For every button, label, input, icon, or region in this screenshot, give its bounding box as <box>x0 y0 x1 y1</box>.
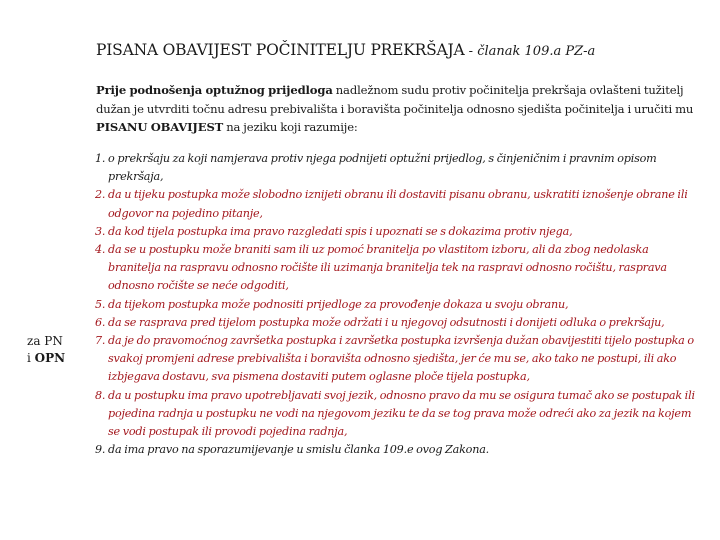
list-item-text: da u postupku ima pravo upotrebljavati svoj jezik, odnosno pravo da mu se osigura tumač ako se postupak ili pojedina radnja u postupku ne vodi na njegovom jeziku te da se tog prava može odreći ako za jezik na kojem se vodi postupak ili provodi pojedina radnja, <box>108 388 695 439</box>
side-note-line2 <box>27 350 87 367</box>
list-item-text: o prekršaju za koji namjerava protiv njega podnijeti optužni prijedlog, s činjeničnim i pravnim opisom prekršaja, <box>108 152 657 184</box>
intro-paragraph <box>96 81 708 137</box>
list-item-text: da se u postupku može braniti sam ili uz pomoć branitelja po vlastitom izboru, ali da zbog nedolaska branitelja na raspravu odnosno ročište ili uzimanja branitelja tek na raspravi odnosno ročištu, rasprava odnosno ročište se neće odgoditi, <box>108 243 667 293</box>
list-item-number: 9. <box>95 443 106 457</box>
list-item-text: da se rasprava pred tijelom postupka može održati i u njegovoj odsutnosti i donijeti odluka o prekršaju, <box>108 315 665 329</box>
rights-list <box>92 150 704 459</box>
list-item-text: da kod tijela postupka ima pravo razgledati spis i upoznati se s dokazima protiv njega, <box>108 224 573 238</box>
list-item <box>92 332 704 387</box>
intro-text-end: na jeziku koji razumije: <box>223 120 358 134</box>
list-item <box>92 150 704 186</box>
list-item <box>92 441 704 459</box>
title-line <box>96 40 706 59</box>
list-item-text: da u tijeku postupka može slobodno iznijeti obranu ili dostaviti pisanu obranu, uskratiti iznošenje obrane ili odgovor na pojedino pitanje, <box>108 188 688 220</box>
intro-bold-phrase: Prije podnošenja optužnog prijedloga <box>96 83 333 97</box>
side-note-opn: OPN <box>34 351 66 365</box>
list-item-number: 4. <box>95 243 106 257</box>
list-item-text: da je do pravomoćnog završetka postupka i završetka postupka izvršenja dužan obavijestiti tijelo postupka o svakoj promjeni adrese prebivališta i boravišta odnosno sjedišta, jer će mu se, ako tako ne postupi, ili ako izbjegava dostavu, sva pismena dostaviti putem oglasne ploče tijela postupka, <box>108 334 694 384</box>
list-item <box>92 223 704 241</box>
article-reference: - članak 109.a PZ-a <box>464 44 596 59</box>
list-item <box>92 241 704 296</box>
intro-text: nadležnom sudu protiv počinitelja prekršaja ovlašteni tužitelj dužan je utvrditi točnu adresu prebivališta i boravišta počinitelja odnosno sjedišta počinitelja i uručiti mu <box>96 83 694 116</box>
intro-bold-notice: PISANU OBAVIJEST <box>96 120 224 134</box>
list-item <box>92 314 704 332</box>
list-item-text: da tijekom postupka može podnositi prijedloge za provođenje dokaza u svoju obranu, <box>108 297 569 311</box>
list-item-number: 8. <box>95 388 106 402</box>
list-item <box>92 186 704 222</box>
page-title: PISANA OBAVIJEST POČINITELJU PREKRŠAJA <box>96 41 465 59</box>
list-item-number: 7. <box>95 334 106 348</box>
side-note <box>27 333 87 367</box>
list-item <box>92 296 704 314</box>
side-note-line1: za PN <box>27 334 63 348</box>
side-note-prefix: i <box>27 351 35 365</box>
list-item <box>92 387 704 442</box>
list-item-number: 1. <box>95 152 106 165</box>
list-item-number: 2. <box>95 188 106 202</box>
list-item-number: 6. <box>95 315 106 329</box>
list-item-number: 3. <box>95 224 106 238</box>
list-item-text: da ima pravo na sporazumijevanje u smislu članka 109.e ovog Zakona. <box>108 443 490 457</box>
list-item-number: 5. <box>95 297 106 311</box>
